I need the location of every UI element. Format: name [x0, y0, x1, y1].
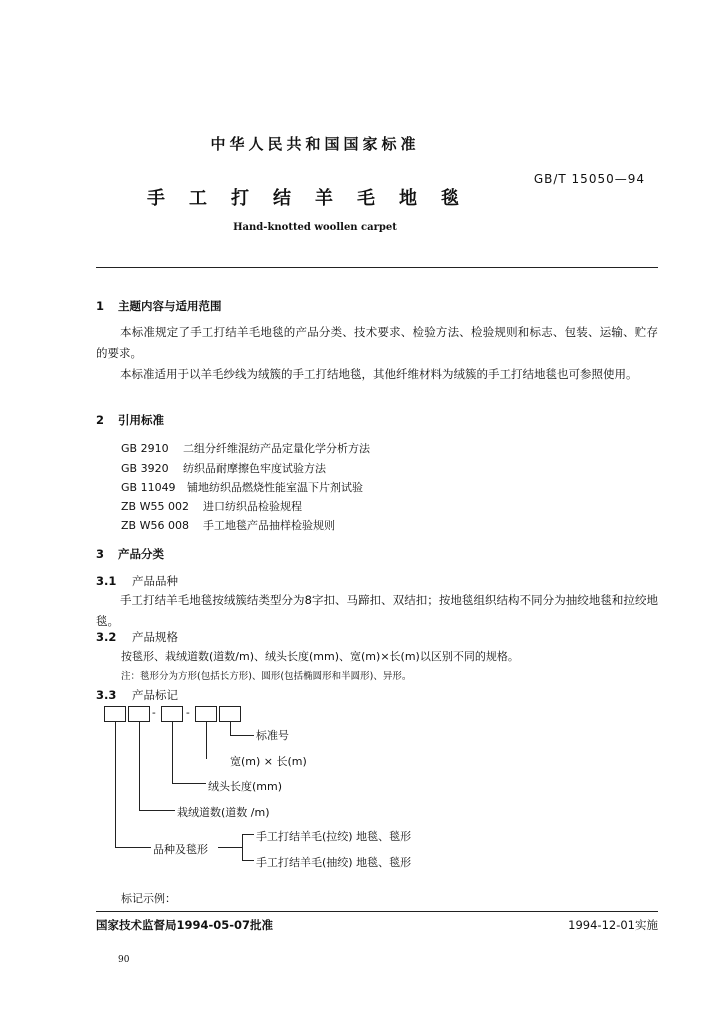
approval-note: 国家技术监督局1994-05-07批准 [96, 918, 274, 932]
reference-code: GB 11049 [121, 481, 176, 494]
section-3-2-note: 注：毯形分为方形(包括长方形)、圆形(包括椭圆形和半圆形)、异形。 [121, 671, 412, 682]
connector-line [172, 783, 206, 784]
section-1-paragraph-1: 本标准规定了手工打结羊毛地毯的产品分类、技术要求、检验方法、检验规则和标志、包装、运输、贮存的要求。 [96, 325, 658, 360]
section-3-1-heading [96, 573, 178, 589]
reference-title: 二组分纤维混纺产品定量化学分析方法 [183, 442, 370, 455]
reference-item [121, 440, 370, 456]
section-title: 产品品种 [132, 574, 178, 588]
reference-code: ZB W56 008 [121, 519, 189, 532]
section-3-2-heading [96, 629, 178, 645]
label-variety-shape: 品种及毯形 [153, 843, 208, 856]
connector-line [242, 834, 254, 835]
marking-example-label: 标记示例： [121, 892, 176, 905]
reference-code: ZB W55 002 [121, 500, 189, 513]
implementation-date: 1994-12-01实施 [568, 918, 658, 932]
connector-line [242, 860, 254, 861]
label-pile-rows: 栽绒道数(道数 /m) [177, 806, 270, 819]
connector-line [218, 847, 242, 848]
marking-box [219, 706, 241, 722]
label-standard-number: 标准号 [256, 729, 289, 742]
section-number: 2 [96, 413, 105, 427]
section-3-3-heading [96, 687, 178, 703]
reference-title: 进口纺织品检验规程 [203, 500, 302, 513]
section-1-paragraph-2: 本标准适用于以羊毛纱线为绒簇的手工打结地毯，其他纤维材料为绒簇的手工打结地毯也可参照使用。 [120, 367, 638, 381]
reference-item [121, 479, 363, 495]
footer-rule [96, 911, 658, 912]
reference-item [121, 498, 302, 514]
reference-item [121, 460, 326, 476]
section-title: 产品分类 [118, 547, 164, 561]
section-title: 引用标准 [118, 413, 164, 427]
marking-box [195, 706, 217, 722]
connector-line [242, 834, 243, 861]
marking-box [128, 706, 150, 722]
marking-box [161, 706, 183, 722]
label-size: 宽(m) × 长(m) [230, 755, 307, 768]
option-pulled-knot: 手工打结羊毛(拉绞) 地毯、毯形 [256, 830, 412, 843]
document-subtitle-en: Hand-knotted woollen carpet [233, 222, 397, 233]
connector-line [230, 722, 231, 736]
section-3-2-spec-line: 按毯形、栽绒道数(道数/m)、绒头长度(mm)、宽(m)×长(m)以区别不同的规格。 [121, 650, 519, 663]
section-number: 3.2 [96, 630, 117, 644]
connector-line [230, 735, 254, 736]
section-title: 产品规格 [132, 630, 178, 644]
reference-item [121, 517, 335, 533]
reference-code: GB 3920 [121, 462, 169, 475]
section-1-heading [96, 298, 222, 314]
connector-line [139, 810, 175, 811]
connector-line [115, 847, 151, 848]
marking-dash: - [152, 706, 156, 719]
standard-code: GB/T 15050—94 [533, 172, 645, 186]
option-drawn-knot: 手工打结羊毛(抽绞) 地毯、毯形 [256, 856, 412, 869]
header-rule [96, 267, 658, 268]
section-number: 3.1 [96, 574, 117, 588]
connector-line [172, 722, 173, 784]
section-number: 1 [96, 299, 105, 313]
section-number: 3.3 [96, 688, 117, 702]
connector-line [206, 722, 207, 759]
reference-title: 纺织品耐摩擦色牢度试验方法 [183, 462, 326, 475]
reference-title: 手工地毯产品抽样检验规则 [203, 519, 335, 532]
section-2-heading [96, 412, 164, 428]
section-3-heading [96, 546, 164, 562]
connector-line [139, 722, 140, 811]
reference-title: 铺地纺织品燃烧性能室温下片剂试验 [187, 481, 363, 494]
section-title: 主题内容与适用范围 [118, 299, 222, 313]
document-title: 手工打结羊毛地毯 [147, 188, 483, 209]
standard-name: 中华人民共和国国家标准 [210, 135, 420, 153]
connector-line [115, 722, 116, 848]
marking-dash: - [186, 706, 190, 719]
page-number: 90 [118, 955, 130, 965]
section-number: 3 [96, 547, 105, 561]
section-title: 产品标记 [132, 688, 178, 702]
reference-code: GB 2910 [121, 442, 169, 455]
section-3-1-paragraph: 手工打结羊毛地毯按绒簇结类型分为8字扣、马蹄扣、双结扣；按地毯组织结构不同分为抽绞地毯和拉绞地毯。 [96, 593, 658, 628]
label-pile-length: 绒头长度(mm) [208, 780, 283, 793]
marking-box [104, 706, 126, 722]
